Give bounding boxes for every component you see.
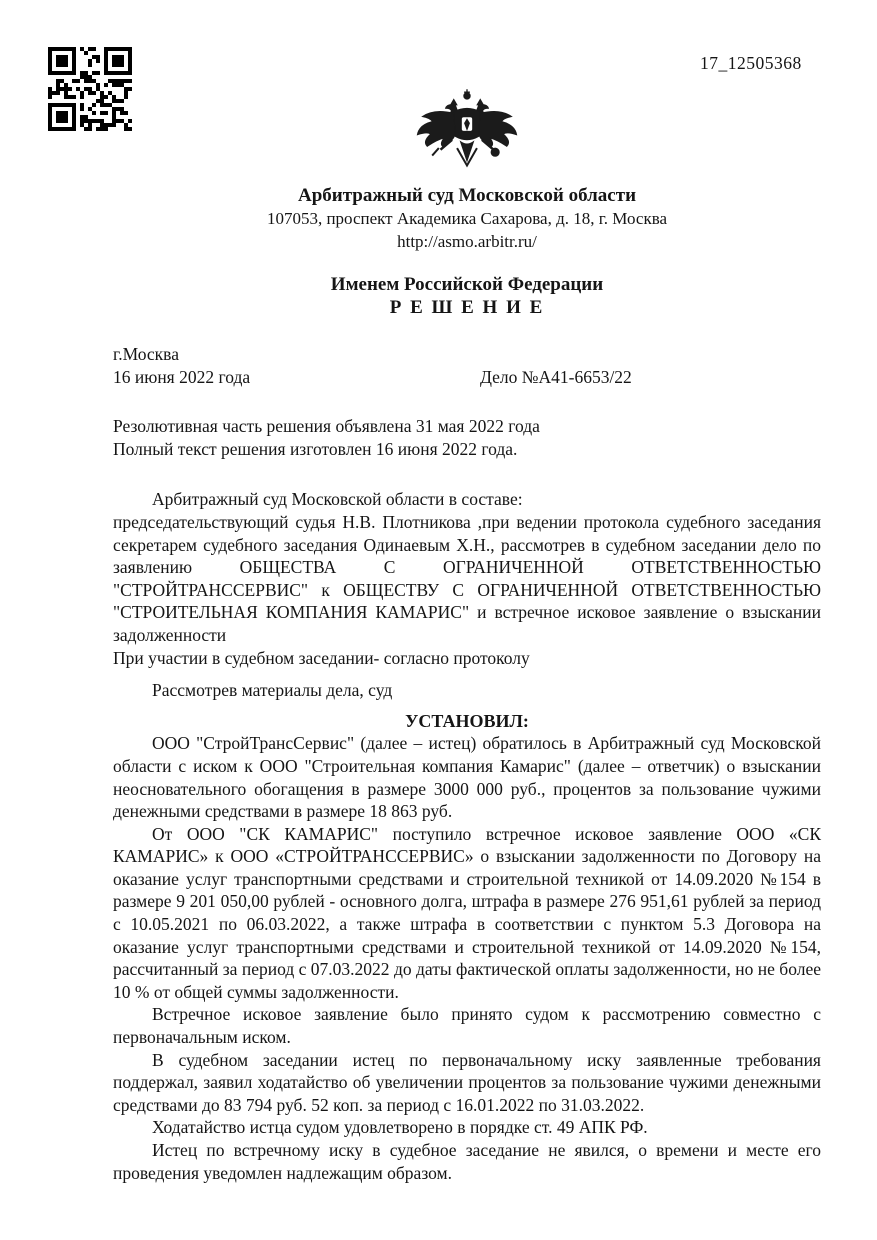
court-name: Арбитражный суд Московской области: [297, 185, 637, 206]
full-text-line: Полный текст решения изготовлен 16 июня 2022 года.: [113, 438, 518, 459]
established-paragraph: В судебном заседании истец по первоначальному иску заявленные требования поддержал, заявил ходатайство об увеличении процентов за пользование чужими денежными средствами до 83 794 руб. 52 коп. за период с 16.01.2022 по 31.03.2022.: [113, 1049, 821, 1115]
decision-date: 16 июня 2022 года: [113, 366, 251, 387]
court-composition-line: Арбитражный суд Московской области в составе:: [152, 489, 523, 510]
case-number: Дело №А41-6653/22: [480, 366, 632, 387]
established-paragraph: От ООО "СК КАМАРИС" поступило встречное исковое заявление ООО «СК КАМАРИС» к ООО «СТРОЙТРАНССЕРВИС» о взыскании задолженности по Договору на оказание услуг транспортными средствами и строительной техникой от 14.09.2020 №154 в размере 9 201 050,00 рублей - основного долга, штрафа в размере 276 951,61 рублей за период с 10.05.2021 по 06.03.2022, а также штрафа в соответствии с пунктом 5.3 Договора на оказание услуг транспортными средствами и строительной техникой от 14.09.2020 №154, рассчитанный за период с 07.03.2022 до даты фактической оплаты задолженности, но не более 10 % от общей суммы задолженности.: [113, 823, 821, 1002]
resolutive-part-line: Резолютивная часть решения объявлена 31 мая 2022 года: [113, 416, 540, 437]
city-line: г.Москва: [113, 344, 179, 364]
judge-paragraph: председательствующий судья Н.В. Плотникова ,при ведении протокола судебного заседания секретарем судебного заседания Одинаевым Х.Н., рассмотрев в судебном заседании дело по заявлению ОБЩЕСТВА С ОГРАНИЧЕННОЙ ОТВЕТСТВЕННОСТЬЮ "СТРОЙТРАНССЕРВИС" к ОБЩЕСТВУ С ОГРАНИЧЕННОЙ ОТВЕТСТВЕННОСТЬЮ "СТРОИТЕЛЬНАЯ КОМПАНИЯ КАМАРИС" и встречное исковое заявление о взыскании задолженности: [113, 511, 821, 645]
in-the-name-line: Именем Российской Федерации: [330, 274, 604, 295]
court-website: http://asmo.arbitr.ru/: [397, 232, 537, 251]
participants-line: При участии в судебном заседании- согласно протоколу: [113, 647, 530, 668]
document-number: 17_12505368: [700, 53, 802, 73]
court-address: 107053, проспект Академика Сахарова, д. 18, г. Москва: [266, 209, 668, 228]
established-paragraph: ООО "СтройТрансСервис" (далее – истец) обратилось в Арбитражный суд Московской области с иском к ООО "Строительная компания Камарис" (далее – ответчик) о взыскании неосновательного обогащения в размере 3000 000 руб., процентов за пользование чужими денежными средствами в размере 18 863 руб.: [113, 733, 821, 822]
established-heading: УСТАНОВИЛ:: [405, 710, 529, 731]
document-content: [113, 0, 821, 1184]
russia-coat-of-arms-icon: [409, 88, 525, 180]
reviewed-line: Рассмотрев материалы дела, суд: [152, 680, 393, 701]
established-paragraph: Ходатайство истца судом удовлетворено в порядке ст. 49 АПК РФ.: [152, 1117, 648, 1138]
date-line: [113, 366, 821, 389]
decision-title: Р Е Ш Е Н И Е: [389, 297, 545, 318]
established-paragraph: Встречное исковое заявление было принято судом к рассмотрению совместно с первоначальным иском.: [113, 1004, 821, 1048]
established-paragraph: Истец по встречному иску в судебное заседание не явился, о времени и месте его проведения уведомлен надлежащим образом.: [113, 1140, 821, 1183]
